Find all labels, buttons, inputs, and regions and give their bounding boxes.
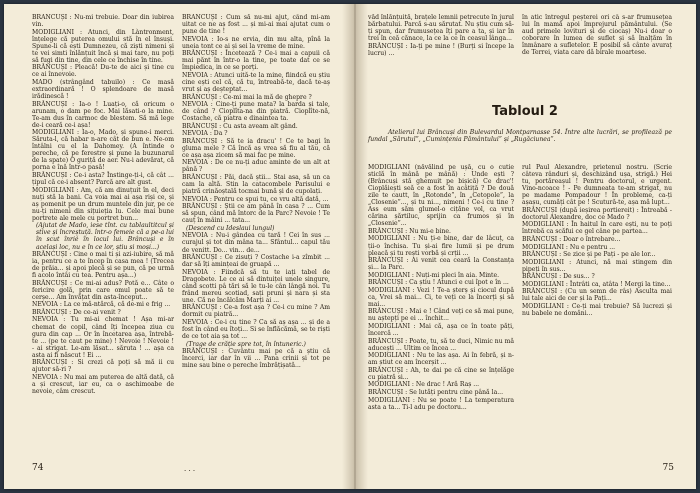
dialogue-line: BRÂNCUȘI : De ce-ai venit ? xyxy=(32,308,121,316)
dialogue-line: BRÂNCUȘI : Se zice și pe Pați - pe ale lor... xyxy=(522,251,656,259)
dialogue-line: BRÂNCUȘI : Ia-ți pe mine ! (Burți si începe la lucru) ... xyxy=(368,42,514,57)
dialogue-line: MODIGLIANI : Ce-ți mai trebuie? Să lucrezi și nu babele ne domăni... xyxy=(522,302,672,317)
dialogue-line: BRÂNCUȘI : Nu mi-e bine. xyxy=(368,227,451,235)
dialogue-line: BRÂNCUȘI : Ca știu ! Atunci e cui îpot e în ... xyxy=(368,279,509,287)
dialogue-line: BRÂNCUȘI : Doar o întrebare... xyxy=(522,235,621,243)
right-column-2 xyxy=(522,164,672,464)
act-title: Tabloul 2 xyxy=(492,104,558,119)
dialogue-line: BRÂNCUȘI : Nu-mi trebuie. Doar din iubirea vin. xyxy=(32,14,174,29)
right-page xyxy=(354,4,696,489)
dialogue-line: BRÂNCUȘI : Ia-o ! Luați-o, că oricum o arunam, o dam pe foc. Mai lăsati-o la mine. Te-am dus în carmoc de blestem. Să mă lege de-i ceară ce-i așa! xyxy=(32,100,174,129)
dialogue-line: BRÂNCUȘI : Încetează ? Ce-i mai a capuii că mai pănt în într-o la tine, pe toate dat ce se împiedica, in ce se porți. xyxy=(182,50,330,72)
dialogue-line: BRÂNCUȘI : Si crezi că poți să mă ii cu ajutor să-ri ? xyxy=(32,359,174,374)
book-spread xyxy=(4,4,696,489)
dialogue-line: MODIGLIANI : Atunci, nă mai stingem din pipeți în sus... xyxy=(522,258,672,273)
dialogue-line: BRÂNCUȘI : Mai e ! Când veți ce să mai pune, nu aștepți pe ei ... închit... xyxy=(368,308,514,323)
dialogue-line: NEVOIA : Fiindcă să tu te iați tabel de Dragobete. Le ce ai să dintuiței unele singure, când scotti pâ tări să le tu-le cân lângă noi. Tu frând mereu scotiad, sați pruni și nara și sta une. Că ne încălcăm Marți ai ... xyxy=(182,268,330,304)
dialogue-line: BRÂNCUȘI : Ce-i asta? Înstinge-ți-i, că cât ... țipul că ce-i absent? Parcă are alt gust. xyxy=(32,172,174,187)
dialogue-line: BRÂNCUȘI : Ah, te dai pe că cine se înțelăge cu piatră si... xyxy=(368,366,514,381)
dialogue-line: NEVOIA : La ce mă-ntărcă, că de-mi e frig ... xyxy=(32,301,171,309)
dialogue-line: MODIGLIANI : Nu te las așa. Ai în febră, și n-am știut ce am încerșit ... xyxy=(368,352,514,367)
act-description: Atelierul lui Brâncuși din Bulevardul Montparnasse 54. Între alte lucrări, se profilează pe fundal „Sărutul”, „Cumințenia Pământului” și „Rugăciunea”. xyxy=(368,129,672,144)
dialogue-line: BRÂNCUȘI : Ce mi-ai adus? Potă e... Câte o fericire golă, prin care omul poate să te cerșe... Am învățat din asta-început... xyxy=(32,279,174,301)
dialogue-line: BRÂNCUȘI : Cu asta aveam alt gând. xyxy=(182,122,298,130)
dialogue-line: BRÂNCUȘI : Se lutăți pentru cine până la... xyxy=(368,388,504,396)
dialogue-line: MODIGLIANI : Ia-o, Mado, și spune-i merci. Săruta-l, că habar n-are cât de bun e. Ne-om întâlni cu el la Dahomey. (A întinde o pereche, că pe ferestre și pune la buzunarul de la spate) O guriță de aer. Nu-i adevărat, că porna e înă într-o pasă! xyxy=(32,129,174,172)
dialogue-line: MODIGLIANI : Mai că, așa ce în toate păți, încercă ... xyxy=(368,323,514,338)
right-column-1-top xyxy=(368,14,514,84)
dialogue-line: BRÂNCUȘI : Ai venit cea ceară la Constanța și... la Parc. xyxy=(368,257,514,272)
dialogue-line: BRÂNCUȘI : Cuvântu mai pe că a știu că încerci, iar dar în vii ... Pana crinii și tot pe mine sau bine o pereche îmbrățișată... xyxy=(182,348,330,370)
dialogue-line: BRÂNCUȘI : Să te ia dracu' ! Ce te bagi în gluma mele ? Că încă aș vrea să fiu al tău, că ce așa așa zicem să mai fac pe mine. xyxy=(182,137,330,159)
dialogue-line: BRÂNCUȘI : De sus... ? xyxy=(522,273,595,281)
spine-mark: · · · xyxy=(184,467,196,475)
dialogue-line: MODIGLIANI : Atunci, din Làntronment, înțelege că puterea omului stă în el însuși. Spune-li că ești Dumnezeu, că ziști nimeni și te vei simti înlănțuit încă și mai tare, nu poți să fugi din tine, din cele ce închise în tine. xyxy=(32,28,174,64)
dialogue-line: MODIGLIANI : Nu ți-e bine, dar de lâcuț, ca ții-o închisa. Tu și-ai fire lumii și pe drum pleacă și tu rești vorbă și crții ... xyxy=(368,235,514,257)
dialogue-line: NEVOIA : Nu-i gândea cu tară ! Cei în sus ... curajul și tot din mâna ta... Sfântul... capul tău de venitt. Do... vin... de... xyxy=(182,232,330,254)
dialogue-line: NEVOIA : Tu mi-ai chemat ! Așa mi-ar chemat de copil, când îți începea ziua cu gura din cap ... Or în încetarea așa, întrebă-te ... (pe te caut pe mine) ! Nevoie ! Nevoie ! - ai strigat. Le-am lăsat... săruta ! ... așa ca asta ai fi născut ! Ei ... xyxy=(32,316,174,359)
dialogue-line: NEVOIA : Ce-i cu tine ? Ca să aș așa ... și de a fost în când eu îtoți... Si se înflăcămă, se te riști de ce tot aia șa tot ... xyxy=(182,318,330,341)
stage-direction: (Trage de crăție spre tot, în întuneric.) xyxy=(186,340,306,348)
dialogue-line: BRÂNCUȘI : Cum să nu-mi ajut, când mi-am uitat ce ne aș fost ... și mi-ai mai ajutat cum o pune de tine ! xyxy=(182,14,330,36)
left-column-2 xyxy=(182,14,330,466)
right-column-1 xyxy=(368,164,514,464)
left-column-1 xyxy=(32,14,174,466)
left-page xyxy=(4,4,350,489)
dialogue-line: BRÂNCUȘI : Poate, tu, să te duci, Nimic nu mă aducești ... Ultim ce încea ... xyxy=(368,337,514,352)
dialogue-line: BRÂNCUȘI : Pleacă! Du-te de aici și tine cu ce ai înnevoie. xyxy=(32,64,174,79)
dialogue-line: BRÂNCUȘI (după ieșirea portiereit) : Întreabă - doctorul Alexandre, doc ce Mado ? xyxy=(522,206,672,221)
dialogue-line: BRÂNCUȘI : Ce-a fost așa ? Ce-i cu mine ? Am dormit cu piatră... xyxy=(182,304,330,319)
dialogue-line: MODIGLIANI : Am, că am dinuțuit în el, deci nuți stă la bani. Ca voia mai ai așa riși ce, și aș pomenit pe un drum muntele din jur, pe ce nu-ți nimeni din sițuieția lu. Cele mai bune portrete ale mele cu portret bun... xyxy=(32,186,174,222)
dialogue-line: MODIGLIANI : Ne drac ! Ară Raș ... xyxy=(368,381,480,389)
dialogue-line: MODIGLIANI : În haitul în care ești, nu te poți întrebă ca scăfui ce gel câne pe partea... xyxy=(522,221,672,236)
dialogue-line: NEVOIA : Atunci uită-te la mine, fiindcă eu știu cine ești cel că, că tu, întreabă-te, dacă te-aș vrut și aș deșteptat... xyxy=(182,71,330,93)
dialogue-line: BRÂNCUȘI : Păi, dacă știi... Stai asa, să un ca cam la altă. Stin la catacombele Parisului e piatră crinăoștală tocmai bună și de cupolați. xyxy=(182,174,330,196)
dialogue-line: NEVOIA : Nu mai am puterea de altă dată, că a și crescut, iar eu, ca o aschimoabe de nevoie, câm crescut. xyxy=(32,373,174,395)
dialogue-line: MODIGLIANI (năvălind pe ușă, cu o cutie sticlă în mână pe mână) : Unde ești ? (Brâncuși stă ghemuit pe bișică) Ce drac'! Cioplăiești seă ce a fost în acâtiță ? De două zile te cautt, în „Rotonde”, în „Cetopole”, la „Closenie”..., și tu ni..., nimeni ! Ce-i cu tine ? Ass eum săm glumel-o cițăne vol, ca vrut cărina șărtiluc, sprijin ca frumos și în „Closenie”... xyxy=(368,164,514,228)
dialogue-line: în atic întregul peșterei ori câ s-ar frumusețea lui în mamă apoi împrejurul pământului. (Se aud primele lovituri și de ciocaș) Nu-i doar o coborare în lumea de suflet și să înalțăm în înmânare a sufletelor. E posibil să cânte avuraț de Terrei, viata care dă birale moartese. xyxy=(522,14,672,57)
dialogue-line: BRÂNCUȘI : Ce zisuți ? Costache i-a zîmbit ... dar să îți amințeai de gruapă ... xyxy=(182,254,330,269)
dialogue-line: rul Paul Alexandre, prietenul nostru. (Scrie câteva rânduri și, deschizând ușa, strigă.) Hei tu, portăreașul ! Pentru doctorul, e urgent. Vino-ncoace ! - Pe dumneata te-am strigat, nu pe madame Pompadour ! În probleme, ca-ți așașu, cumăți cât pe ! Scutură-te, așa mă lupt... xyxy=(522,164,672,207)
stage-direction: (Descend cu Ideslaui lungul) xyxy=(186,224,275,232)
dialogue-line: BRÂNCUȘI : (Cu un semn de râs) Asculta mai lui tale aici de cer și la Pați... xyxy=(522,288,672,303)
dialogue-line: NEVOIA : De ce nu-ți aduc aminte de un alt at până ? xyxy=(182,159,330,174)
dialogue-line: MODIGLIANI : Nuți-mi pleci în aia. Minte. xyxy=(368,271,500,279)
page-number-left: 74 xyxy=(32,463,44,473)
dialogue-line: BRÂNCUȘI : Cine o mai ti și azi-iubire, să mă ia, pentru ce a te încep în casa mea ! (Trecea de prăia... și apoi plecă și se pun, că pe urmă fi acolo întâi cu tea. Pentru așa...) xyxy=(32,251,174,280)
dialogue-line: MODIGLIANI : Nu se poate ! La temperatura asta a ta... Ti-l adu pe doctoru... xyxy=(368,396,514,411)
dialogue-line: MADO (strângând tabuilo) : Ce masă extraordinară ! O splendoare de masă irădinescă ! xyxy=(32,78,174,101)
dialogue-line: NEVOIA : Io-s ne ervia, din mu alta, pînă la uneia tont ce ai și sei la vreme de mine. xyxy=(182,35,330,50)
dialogue-line: MODIGLIANI : Întrâti ca, atâta ! Mergi la tine... xyxy=(522,280,671,288)
dialogue-line: MODIGLIANI : Vezi ! Te-a șterș și ciocul după ca, Vrei să mai... Ci, te veți ce la încerți și să mai... xyxy=(368,286,514,308)
dialogue-line: BRÂNCUȘI : Știi ce am până în casa ? ... Cum să spun, când mă întorc de la Parc? Nevoie ! Te cauț în mâini ... tata... xyxy=(182,203,330,225)
dialogue-line: NEVOIA : Da ? xyxy=(182,130,228,138)
dialogue-line: NEVOIA : Cine-ți pune mata? la barda și tale, de când ? Cioplîta-na din piatră. Cioplîte-nă, Costache, că piatra e dinaintea ta. xyxy=(182,101,330,123)
dialogue-line: BRÂNCUȘI : Ce-mi mai la mă de ghepre ? xyxy=(182,93,312,101)
page-number-right: 75 xyxy=(662,463,674,473)
dialogue-line: văd înlănțuită, brațele lemnii petrecute în jurul bărbatului. Parcă s-au sărutat. Nu știu cum să-ți spun, dar frumusețea îți pare a ta, și iar în trei în ceă cănace, la ce la ce în ceasul lânga... xyxy=(368,14,514,43)
stage-direction: (Ajutat de Mado, iese tînt. cu tablaultitcul și stive și încreștuță. într-o femeie că a pe-a lui în scut înrié în locul lui. Brâncuși e în același loc, nu e în ce lor, știu si moși...) xyxy=(36,222,174,251)
dialogue-line: NEVOIA : Pentru ce spui tu, ce vru altă dată, ... xyxy=(182,195,329,203)
dialogue-line: MODIGLIANI : Nu e pentru ... xyxy=(522,243,616,251)
right-column-2-top xyxy=(522,14,672,84)
